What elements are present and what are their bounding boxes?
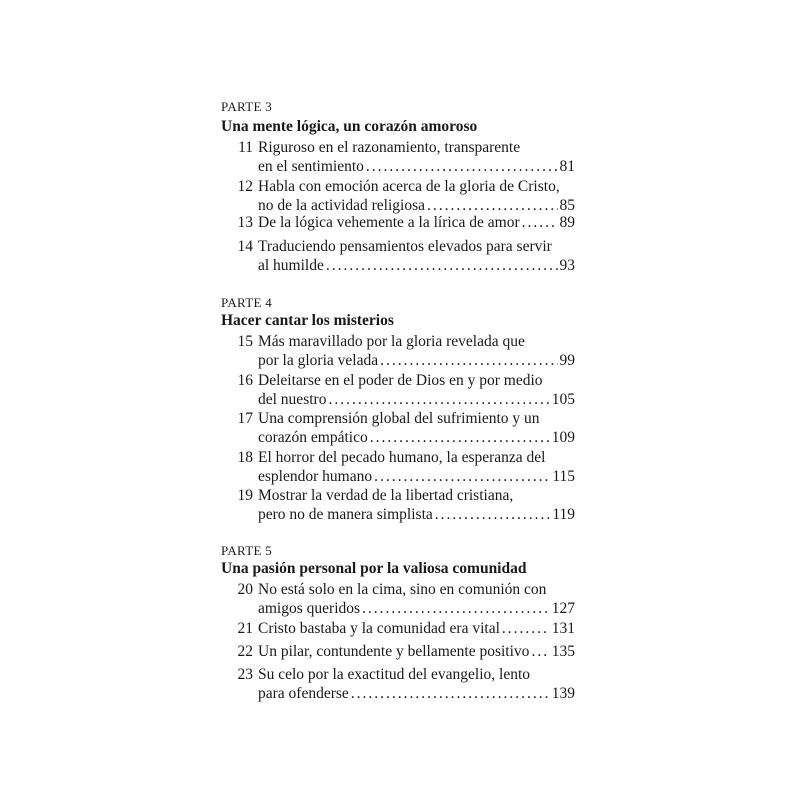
- chapter-title-line: Mostrar la verdad de la libertad cristiana,: [258, 487, 514, 504]
- chapter-title-line: Más maravillado por la gloria revelada que: [258, 333, 525, 350]
- chapter-title-line: por la gloria velada: [258, 352, 379, 369]
- page-number: 139: [551, 685, 575, 702]
- chapter-title-line: Riguroso en el razonamiento, transparente: [258, 139, 521, 156]
- dot-leader: [380, 351, 557, 370]
- page-number: 93: [559, 257, 575, 274]
- page-number: 127: [551, 600, 575, 617]
- chapter-title-line: No está solo en la cima, sino en comunión con: [258, 581, 547, 598]
- part-label: PARTE 5: [221, 543, 273, 558]
- chapter-number: 12: [237, 178, 253, 195]
- page-number: 85: [559, 197, 575, 214]
- dot-leader: [531, 642, 549, 661]
- chapter-title-line: Una comprensión global del sufrimiento y un: [258, 410, 540, 427]
- chapter-title-line: esplendor humano: [258, 468, 373, 485]
- chapter-title-line: para ofenderse: [258, 685, 349, 702]
- dot-leader: [351, 684, 550, 703]
- part-label: PARTE 4: [221, 295, 273, 310]
- chapter-title-line: en el sentimiento: [258, 158, 364, 175]
- dot-leader: [326, 256, 558, 275]
- chapter-number: 20: [237, 581, 253, 598]
- chapter-title-line: Habla con emoción acerca de la gloria de Cristo,: [258, 178, 560, 195]
- chapter-number: 15: [237, 333, 253, 350]
- page-number: 89: [559, 214, 575, 231]
- dot-leader: [366, 157, 558, 176]
- chapter-title-line: no de la actividad religiosa: [258, 197, 425, 214]
- part-title: Una pasión personal por la valiosa comunidad: [221, 560, 527, 577]
- chapter-title-line: amigos queridos: [258, 600, 361, 617]
- chapter-number: 21: [237, 620, 253, 637]
- page-number: 135: [551, 643, 575, 660]
- page-number: 131: [551, 620, 575, 637]
- chapter-number: 11: [238, 139, 253, 156]
- chapter-title-line: El horror del pecado humano, la esperanza del: [258, 449, 546, 466]
- chapter-title-line: al humilde: [258, 257, 324, 274]
- chapter-number: 18: [237, 449, 253, 466]
- chapter-number: 13: [237, 214, 253, 231]
- dot-leader: [362, 599, 550, 618]
- page-number: 115: [552, 468, 575, 485]
- chapter-number: 22: [237, 643, 253, 660]
- part-label: PARTE 3: [221, 99, 273, 114]
- part-title: Una mente lógica, un corazón amoroso: [221, 118, 478, 135]
- chapter-number: 16: [237, 372, 253, 389]
- chapter-title-line: Deleitarse en el poder de Dios en y por medio: [258, 372, 543, 389]
- page-number: 119: [552, 506, 575, 523]
- part-title: Hacer cantar los misterios: [221, 312, 394, 329]
- chapter-title-line: De la lógica vehemente a la lírica de amor: [258, 214, 520, 231]
- chapter-title-line: del nuestro: [258, 391, 327, 408]
- chapter-number: 14: [237, 238, 253, 255]
- dot-leader: [328, 390, 549, 409]
- chapter-number: 23: [237, 666, 253, 683]
- chapter-title-line: Traduciendo pensamientos elevados para servir: [258, 238, 552, 255]
- chapter-number: 19: [237, 487, 253, 504]
- chapter-title-line: Un pilar, contundente y bellamente positivo: [258, 643, 530, 660]
- chapter-title-line: pero no de manera simplista: [258, 506, 433, 523]
- dot-leader: [502, 619, 550, 638]
- chapter-title-line: corazón empático: [258, 429, 368, 446]
- chapter-title-line: Cristo bastaba y la comunidad era vital: [258, 620, 500, 637]
- dot-leader: [374, 467, 550, 486]
- dot-leader: [435, 505, 551, 524]
- dot-leader: [370, 428, 550, 447]
- chapter-number: 17: [237, 410, 253, 427]
- page-number: 105: [551, 391, 575, 408]
- page-number: 99: [559, 352, 575, 369]
- page-number: 109: [551, 429, 575, 446]
- dot-leader: [522, 213, 558, 232]
- page-number: 81: [559, 158, 575, 175]
- chapter-title-line: Su celo por la exactitud del evangelio, lento: [258, 666, 531, 683]
